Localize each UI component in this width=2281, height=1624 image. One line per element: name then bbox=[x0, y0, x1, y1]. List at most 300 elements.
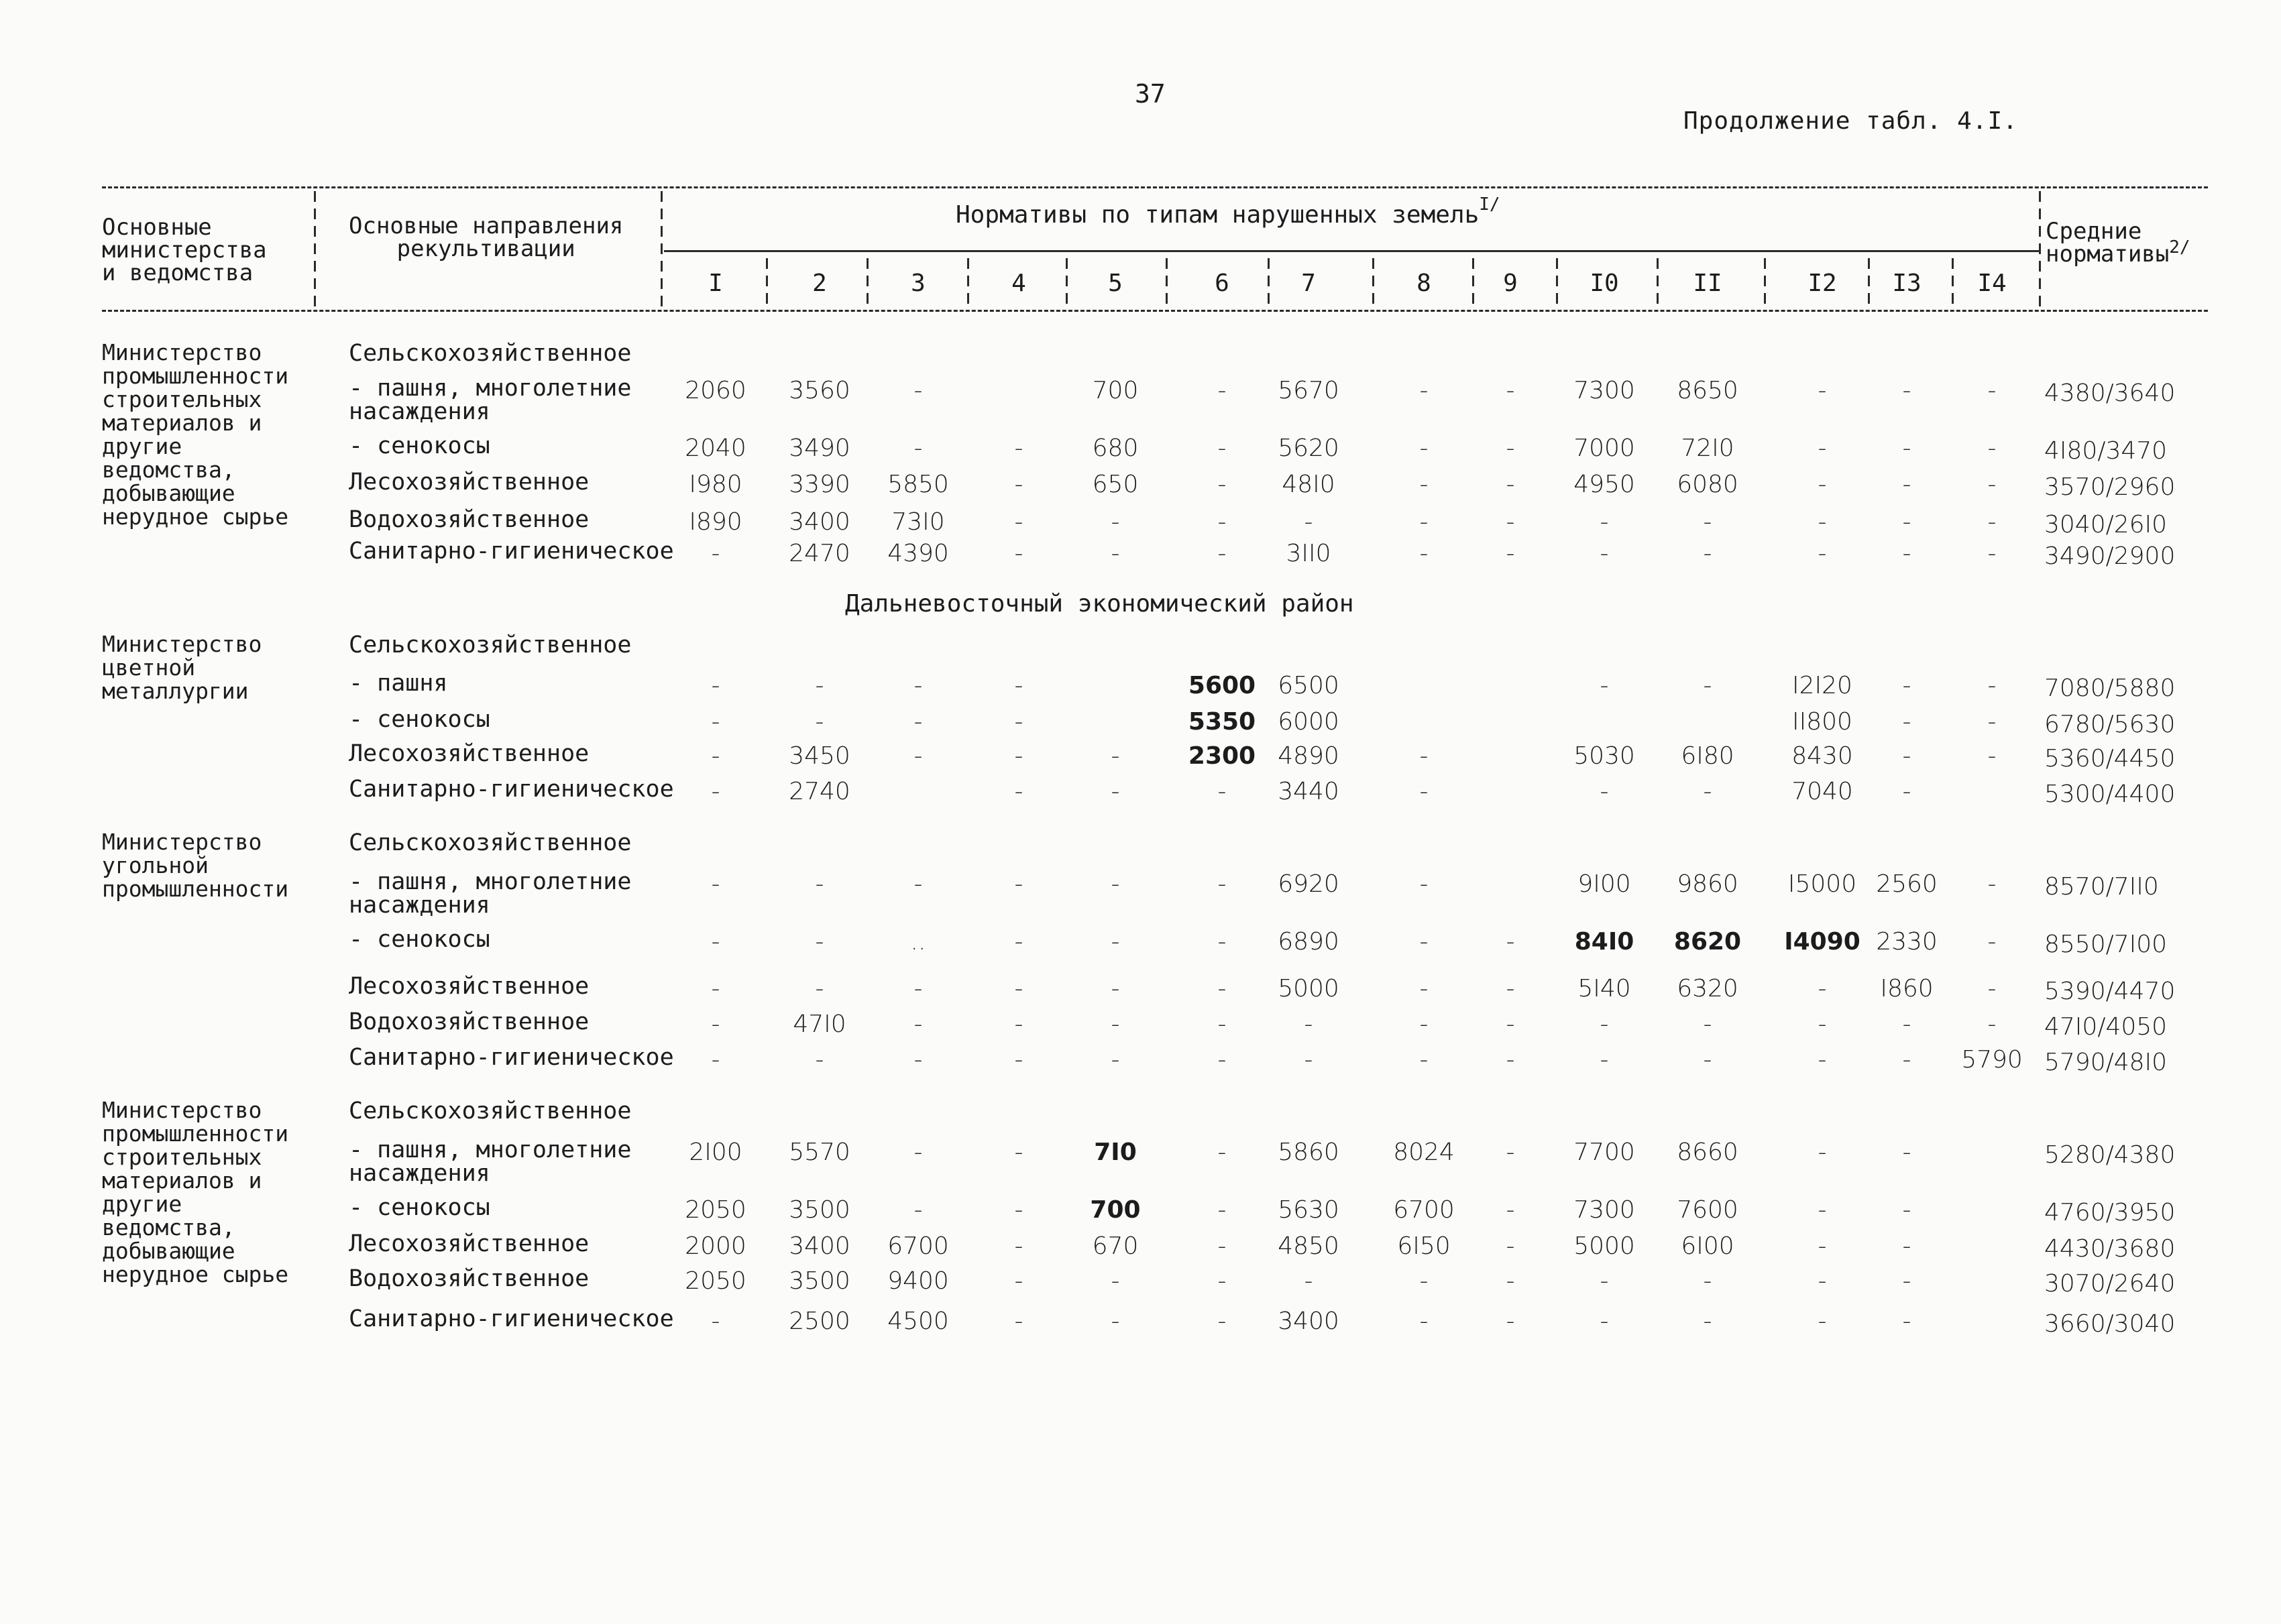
reclamation-direction: Сельскохозяйственное bbox=[349, 632, 632, 658]
norm-value: - bbox=[1419, 540, 1429, 567]
reclamation-direction: - сенокосы bbox=[349, 432, 490, 459]
norm-value: - bbox=[1902, 1308, 1911, 1335]
norm-value: 5670 bbox=[1278, 377, 1339, 404]
header-bottom-rule bbox=[102, 310, 2208, 312]
norm-value: - bbox=[1987, 870, 1997, 898]
norm-value: 3400 bbox=[1278, 1308, 1339, 1335]
reclamation-direction: - пашня, многолетние насаждения bbox=[349, 868, 632, 919]
column-separator bbox=[1556, 258, 1558, 310]
land-type-header: 8 bbox=[1416, 270, 1431, 297]
norm-value: - bbox=[1217, 928, 1227, 955]
norm-value: - bbox=[1014, 1046, 1023, 1074]
norm-value: 2060 bbox=[685, 377, 746, 404]
reclamation-direction: Сельскохозяйственное bbox=[349, 1098, 632, 1124]
norm-value: 5790 bbox=[1961, 1046, 2023, 1074]
norms-divider-rule bbox=[664, 250, 2039, 252]
norm-value: - bbox=[1419, 742, 1429, 770]
norm-value: - bbox=[1506, 1139, 1515, 1166]
norm-value: 6700 bbox=[887, 1232, 949, 1260]
norm-value: - bbox=[1987, 1010, 1997, 1038]
norm-value: - bbox=[1419, 508, 1429, 536]
norm-value: - bbox=[1902, 1139, 1911, 1166]
norm-value: - bbox=[1818, 434, 1827, 462]
norm-value: - bbox=[815, 975, 824, 1002]
ministry-name: Министерство промышленности строительных материалов и другие ведомства, добывающие нерудное сырье bbox=[102, 339, 289, 530]
norm-value: 8660 bbox=[1677, 1139, 1738, 1166]
norm-value: - bbox=[1014, 471, 1023, 498]
norm-value: - bbox=[913, 1196, 923, 1224]
norm-value: - bbox=[1419, 928, 1429, 955]
norm-value: - bbox=[1111, 1046, 1120, 1074]
norm-value: - bbox=[1902, 742, 1911, 770]
ministry-name: Министерство цветной металлургии bbox=[102, 631, 262, 704]
column-separator bbox=[1472, 258, 1474, 310]
norm-value: - bbox=[1902, 508, 1911, 536]
norm-value: - bbox=[913, 434, 923, 462]
norm-value: - bbox=[711, 975, 720, 1002]
norm-value: - bbox=[1014, 928, 1023, 955]
reclamation-direction: Лесохозяйственное bbox=[349, 973, 590, 1000]
column-separator bbox=[1657, 258, 1659, 310]
norm-value: 2740 bbox=[789, 778, 850, 805]
reclamation-direction: - пашня bbox=[349, 670, 448, 697]
column-separator bbox=[1868, 258, 1870, 310]
norm-value: - bbox=[1014, 672, 1023, 699]
norm-value: 5570 bbox=[789, 1139, 850, 1166]
reclamation-direction: - сенокосы bbox=[349, 706, 490, 733]
reclamation-direction: Сельскохозяйственное bbox=[349, 340, 632, 367]
norm-value: I980 bbox=[689, 471, 742, 498]
norm-value: - bbox=[815, 928, 824, 955]
norm-value: - bbox=[1419, 975, 1429, 1002]
norm-value: - bbox=[1703, 672, 1712, 699]
norm-value: - bbox=[1506, 1267, 1515, 1295]
average-norm: 4I80/3470 bbox=[2044, 437, 2168, 465]
norm-value: 3490 bbox=[789, 434, 850, 462]
norm-value: - bbox=[1506, 1196, 1515, 1224]
column-separator bbox=[1372, 258, 1374, 310]
norm-value: - bbox=[1902, 1232, 1911, 1260]
land-type-header: II bbox=[1693, 270, 1722, 297]
norm-value: 5850 bbox=[887, 471, 949, 498]
norm-value: - bbox=[1217, 1139, 1227, 1166]
norm-value: - bbox=[1419, 434, 1429, 462]
reclamation-direction: - сенокосы bbox=[349, 926, 490, 953]
norm-value: 670 bbox=[1092, 1232, 1139, 1260]
norm-value: - bbox=[1014, 1308, 1023, 1335]
average-norm: 5390/4470 bbox=[2044, 978, 2176, 1005]
norm-value: - bbox=[913, 672, 923, 699]
ministry-name: Министерство промышленности строительных материалов и другие ведомства, добывающие нерудное сырье bbox=[102, 1097, 289, 1287]
norm-value: - bbox=[1217, 434, 1227, 462]
norm-value: - bbox=[1987, 540, 1997, 567]
norm-value: 2I00 bbox=[689, 1139, 742, 1166]
header-vbar bbox=[2039, 191, 2041, 308]
norm-value: 8024 bbox=[1393, 1139, 1455, 1166]
header-vbar bbox=[661, 191, 663, 308]
norm-value: - bbox=[1902, 540, 1911, 567]
norm-value: - bbox=[1419, 870, 1429, 898]
norm-value: - bbox=[1419, 377, 1429, 404]
land-type-header: 9 bbox=[1503, 270, 1518, 297]
norm-value: 2330 bbox=[1876, 928, 1938, 955]
norm-value: - bbox=[1818, 1196, 1827, 1224]
land-type-header: I3 bbox=[1892, 270, 1922, 297]
norm-value: - bbox=[1217, 540, 1227, 567]
column-separator bbox=[1066, 258, 1068, 310]
reclamation-direction: - пашня, многолетние насаждения bbox=[349, 1137, 632, 1187]
norm-value: 5350 bbox=[1188, 708, 1256, 736]
norm-value: - bbox=[1111, 540, 1120, 567]
norm-value: 6320 bbox=[1677, 975, 1738, 1002]
norm-value: 3II0 bbox=[1286, 540, 1331, 567]
norm-value: - bbox=[1014, 975, 1023, 1002]
norm-value: - bbox=[1014, 540, 1023, 567]
land-type-header: I bbox=[708, 270, 723, 297]
norm-value: - bbox=[1217, 1196, 1227, 1224]
norm-value: 6000 bbox=[1278, 708, 1339, 736]
norm-value: - bbox=[1111, 870, 1120, 898]
norm-value: 9860 bbox=[1677, 870, 1738, 898]
norm-value: - bbox=[1217, 1010, 1227, 1038]
norm-value: - bbox=[1902, 377, 1911, 404]
ministry-name: Министерство угольной промышленности bbox=[102, 829, 289, 902]
norm-value: 3450 bbox=[789, 742, 850, 770]
norm-value: - bbox=[1419, 1308, 1429, 1335]
norm-value: 6920 bbox=[1278, 870, 1339, 898]
norm-value: - bbox=[1506, 1046, 1515, 1074]
norm-value: - bbox=[1506, 471, 1515, 498]
norm-value: I4090 bbox=[1784, 928, 1860, 955]
norm-value: - bbox=[1014, 1010, 1023, 1038]
reclamation-direction: Санитарно-гигиеническое bbox=[349, 538, 674, 565]
average-norm: 3040/26I0 bbox=[2044, 511, 2168, 538]
norm-value: - bbox=[1902, 471, 1911, 498]
average-norm: 5360/4450 bbox=[2044, 745, 2176, 772]
norm-value: - bbox=[1902, 434, 1911, 462]
norm-value: - bbox=[913, 1139, 923, 1166]
average-norm: 5280/4380 bbox=[2044, 1141, 2176, 1169]
norm-value: 4950 bbox=[1573, 471, 1635, 498]
norm-value: 8430 bbox=[1791, 742, 1853, 770]
norm-value: - bbox=[1600, 672, 1609, 699]
norm-value: 700 bbox=[1090, 1196, 1141, 1224]
norm-value: 3500 bbox=[789, 1196, 850, 1224]
norm-value: I890 bbox=[689, 508, 742, 536]
norm-value: - bbox=[1014, 1232, 1023, 1260]
norm-value: - bbox=[1987, 672, 1997, 699]
norm-value: 5600 bbox=[1188, 672, 1256, 699]
norm-value: - bbox=[1506, 1308, 1515, 1335]
norm-value: - bbox=[913, 870, 923, 898]
norm-value: - bbox=[1600, 508, 1609, 536]
norm-value: 3400 bbox=[789, 1232, 850, 1260]
norm-value: - bbox=[1111, 975, 1120, 1002]
norm-value: - bbox=[1600, 1046, 1609, 1074]
norm-value: - bbox=[1703, 1308, 1712, 1335]
norm-value: - bbox=[1902, 672, 1911, 699]
norm-value: - bbox=[1111, 1267, 1120, 1295]
average-norm: 4760/3950 bbox=[2044, 1199, 2176, 1226]
norm-value: 48I0 bbox=[1282, 471, 1335, 498]
norm-value: 3440 bbox=[1278, 778, 1339, 805]
norm-value: - bbox=[1506, 377, 1515, 404]
norm-value: - bbox=[1600, 1308, 1609, 1335]
norm-value: - bbox=[1217, 471, 1227, 498]
average-norm: 3490/2900 bbox=[2044, 542, 2176, 570]
norm-value: - bbox=[1014, 778, 1023, 805]
norm-value: - bbox=[1987, 508, 1997, 536]
norm-value: 650 bbox=[1092, 471, 1139, 498]
norm-value: - bbox=[1703, 508, 1712, 536]
norm-value: - bbox=[1014, 708, 1023, 736]
norm-value: 2050 bbox=[685, 1267, 746, 1295]
average-norm: 8550/7I00 bbox=[2044, 931, 2168, 958]
reclamation-direction: Водохозяйственное bbox=[349, 506, 590, 533]
norm-value: - bbox=[1506, 540, 1515, 567]
norm-value: 2500 bbox=[789, 1308, 850, 1335]
norm-value: - bbox=[1111, 508, 1120, 536]
average-norm: 8570/7II0 bbox=[2044, 873, 2159, 901]
norm-value: 6080 bbox=[1677, 471, 1738, 498]
norm-value: - bbox=[1506, 508, 1515, 536]
norm-value: - bbox=[711, 1046, 720, 1074]
column-separator bbox=[1952, 258, 1954, 310]
norm-value: 7I0 bbox=[1094, 1139, 1137, 1166]
column-separator bbox=[867, 258, 869, 310]
norm-value: - bbox=[711, 928, 720, 955]
norm-value: - bbox=[1703, 1010, 1712, 1038]
norm-value: 2560 bbox=[1876, 870, 1938, 898]
reclamation-direction: Лесохозяйственное bbox=[349, 469, 590, 496]
norm-value: - bbox=[1600, 540, 1609, 567]
norm-value: - bbox=[1217, 1267, 1227, 1295]
norm-value: - bbox=[1902, 1196, 1911, 1224]
norm-value: - bbox=[711, 1308, 720, 1335]
norm-value: - bbox=[913, 377, 923, 404]
norm-value: 3500 bbox=[789, 1267, 850, 1295]
norm-value: 6I50 bbox=[1397, 1232, 1451, 1260]
norm-value: 4850 bbox=[1278, 1232, 1339, 1260]
column-separator bbox=[766, 258, 768, 310]
norm-value: - bbox=[1217, 870, 1227, 898]
norm-value: - bbox=[1111, 742, 1120, 770]
land-type-header: 5 bbox=[1108, 270, 1123, 297]
norm-value: - bbox=[1902, 1046, 1911, 1074]
land-type-header: I0 bbox=[1590, 270, 1619, 297]
norm-value: 7000 bbox=[1573, 434, 1635, 462]
norm-value: - bbox=[1818, 508, 1827, 536]
land-type-header: 7 bbox=[1301, 270, 1316, 297]
norm-value: 3560 bbox=[789, 377, 850, 404]
reclamation-direction: Водохозяйственное bbox=[349, 1008, 590, 1035]
norm-value: - bbox=[1818, 1308, 1827, 1335]
norm-value: - bbox=[1987, 377, 1997, 404]
norm-value: - bbox=[1902, 708, 1911, 736]
norm-value: - bbox=[1506, 1232, 1515, 1260]
column-separator bbox=[1166, 258, 1168, 310]
norm-value: - bbox=[1014, 434, 1023, 462]
norm-value: - bbox=[1419, 1010, 1429, 1038]
norm-value: 4390 bbox=[887, 540, 949, 567]
norm-value: 2040 bbox=[685, 434, 746, 462]
norm-value: - bbox=[1304, 1046, 1313, 1074]
norm-value: I5000 bbox=[1787, 870, 1857, 898]
column-separator bbox=[1268, 258, 1270, 310]
norm-value: - bbox=[1818, 1232, 1827, 1260]
norm-value: - bbox=[1217, 1232, 1227, 1260]
reclamation-direction: Санитарно-гигиеническое bbox=[349, 776, 674, 803]
header-top-rule bbox=[102, 186, 2208, 188]
norm-value: 7700 bbox=[1573, 1139, 1635, 1166]
average-norm: 3070/2640 bbox=[2044, 1270, 2176, 1297]
norm-value: - bbox=[1014, 870, 1023, 898]
column-separator bbox=[967, 258, 969, 310]
norm-value: - bbox=[1987, 434, 1997, 462]
average-norm: 3570/2960 bbox=[2044, 473, 2176, 501]
reclamation-direction: Санитарно-гигиеническое bbox=[349, 1306, 674, 1332]
norm-value: - bbox=[711, 870, 720, 898]
norm-value: 9I00 bbox=[1577, 870, 1631, 898]
norm-value: 6I00 bbox=[1681, 1232, 1734, 1260]
norm-value: 72I0 bbox=[1681, 434, 1734, 462]
region-heading: Дальневосточный экономический район bbox=[845, 590, 1354, 618]
norm-value: 6500 bbox=[1278, 672, 1339, 699]
land-type-header: I4 bbox=[1977, 270, 2007, 297]
norm-value: - bbox=[1506, 975, 1515, 1002]
norm-value: - bbox=[1818, 377, 1827, 404]
norm-value: - bbox=[815, 1046, 824, 1074]
norm-value: 47I0 bbox=[793, 1010, 846, 1038]
norm-value: 2470 bbox=[789, 540, 850, 567]
norm-value: 5000 bbox=[1278, 975, 1339, 1002]
norm-value: - bbox=[1987, 471, 1997, 498]
average-norm: 7080/5880 bbox=[2044, 675, 2176, 702]
norm-value: 4890 bbox=[1278, 742, 1339, 770]
norm-value: 7300 bbox=[1573, 377, 1635, 404]
norm-value: - bbox=[1818, 471, 1827, 498]
norm-value: - bbox=[1818, 1139, 1827, 1166]
norm-value: - bbox=[1014, 508, 1023, 536]
norm-value: - bbox=[1818, 1046, 1827, 1074]
norm-value: 6I80 bbox=[1681, 742, 1734, 770]
norm-value: I2I20 bbox=[1792, 672, 1852, 699]
norm-value: - bbox=[1902, 1010, 1911, 1038]
norm-value: - bbox=[913, 1046, 923, 1074]
norm-value: - bbox=[711, 672, 720, 699]
average-norm: 4380/3640 bbox=[2044, 380, 2176, 407]
norm-value: II800 bbox=[1792, 708, 1852, 736]
norm-value: .. bbox=[910, 928, 926, 955]
norm-value: - bbox=[1111, 1010, 1120, 1038]
reclamation-direction: - пашня, многолетние насаждения bbox=[349, 375, 632, 425]
land-type-header: I2 bbox=[1807, 270, 1837, 297]
land-type-header: 2 bbox=[812, 270, 827, 297]
norm-value: 7300 bbox=[1573, 1196, 1635, 1224]
norm-value: 5860 bbox=[1278, 1139, 1339, 1166]
norm-value: - bbox=[1217, 1308, 1227, 1335]
average-norm: 3660/3040 bbox=[2044, 1310, 2176, 1338]
column-separator bbox=[1764, 258, 1766, 310]
land-type-header: 6 bbox=[1215, 270, 1229, 297]
norm-value: - bbox=[1014, 1196, 1023, 1224]
norm-value: - bbox=[1987, 975, 1997, 1002]
reclamation-direction: Санитарно-гигиеническое bbox=[349, 1044, 674, 1071]
norm-value: 3400 bbox=[789, 508, 850, 536]
norm-value: - bbox=[913, 1010, 923, 1038]
norm-value: - bbox=[1902, 1267, 1911, 1295]
norm-value: 8650 bbox=[1677, 377, 1738, 404]
reclamation-direction: - сенокосы bbox=[349, 1194, 490, 1221]
reclamation-direction: Лесохозяйственное bbox=[349, 740, 590, 767]
norm-value: 4500 bbox=[887, 1308, 949, 1335]
norm-value: - bbox=[1703, 540, 1712, 567]
norm-value: 7600 bbox=[1677, 1196, 1738, 1224]
norm-value: - bbox=[1902, 778, 1911, 805]
norm-value: - bbox=[1304, 1267, 1313, 1295]
header-directions: Основные направления рекультивации bbox=[349, 213, 624, 262]
norm-value: - bbox=[1217, 377, 1227, 404]
norm-value: - bbox=[815, 870, 824, 898]
norm-value: - bbox=[1419, 1046, 1429, 1074]
norm-value: - bbox=[1419, 1267, 1429, 1295]
norm-value: 700 bbox=[1092, 377, 1139, 404]
norm-value: - bbox=[1304, 1010, 1313, 1038]
norm-value: - bbox=[1014, 742, 1023, 770]
header-norms-title: Нормативы по типам нарушенных земель$^{I/}$ bbox=[956, 194, 1500, 229]
norm-value: - bbox=[815, 672, 824, 699]
norm-value: 5630 bbox=[1278, 1196, 1339, 1224]
norm-value: - bbox=[1818, 1010, 1827, 1038]
norm-value: - bbox=[1818, 975, 1827, 1002]
norm-value: - bbox=[1014, 1139, 1023, 1166]
norm-value: - bbox=[1703, 1046, 1712, 1074]
norm-value: - bbox=[1014, 1267, 1023, 1295]
norm-value: 8620 bbox=[1673, 928, 1742, 955]
norm-value: - bbox=[1818, 1267, 1827, 1295]
norm-value: - bbox=[711, 1010, 720, 1038]
norm-value: 5030 bbox=[1573, 742, 1635, 770]
norm-value: 5620 bbox=[1278, 434, 1339, 462]
reclamation-direction: Сельскохозяйственное bbox=[349, 829, 632, 856]
norm-value: 3390 bbox=[789, 471, 850, 498]
norm-value: - bbox=[1506, 1010, 1515, 1038]
average-norm: 5300/4400 bbox=[2044, 780, 2176, 808]
norm-value: 84I0 bbox=[1574, 928, 1634, 955]
norm-value: - bbox=[1703, 778, 1712, 805]
norm-value: - bbox=[1506, 434, 1515, 462]
header-ministries: Основные министерства и ведомства bbox=[102, 214, 267, 286]
norm-value: 2050 bbox=[685, 1196, 746, 1224]
norm-value: - bbox=[1703, 1267, 1712, 1295]
norm-value: - bbox=[1217, 778, 1227, 805]
header-vbar bbox=[314, 191, 316, 308]
norm-value: 680 bbox=[1092, 434, 1139, 462]
norm-value: 6890 bbox=[1278, 928, 1339, 955]
norm-value: - bbox=[1111, 928, 1120, 955]
norm-value: - bbox=[711, 778, 720, 805]
norm-value: 6700 bbox=[1393, 1196, 1455, 1224]
norm-value: - bbox=[1506, 928, 1515, 955]
reclamation-direction: Лесохозяйственное bbox=[349, 1230, 590, 1257]
norm-value: - bbox=[913, 708, 923, 736]
norm-value: - bbox=[1217, 975, 1227, 1002]
table-continuation-label: Продолжение табл. 4.I. bbox=[1683, 107, 2018, 135]
norm-value: - bbox=[1987, 708, 1997, 736]
land-type-header: 3 bbox=[911, 270, 926, 297]
land-type-header: 4 bbox=[1011, 270, 1026, 297]
norm-value: 2000 bbox=[685, 1232, 746, 1260]
